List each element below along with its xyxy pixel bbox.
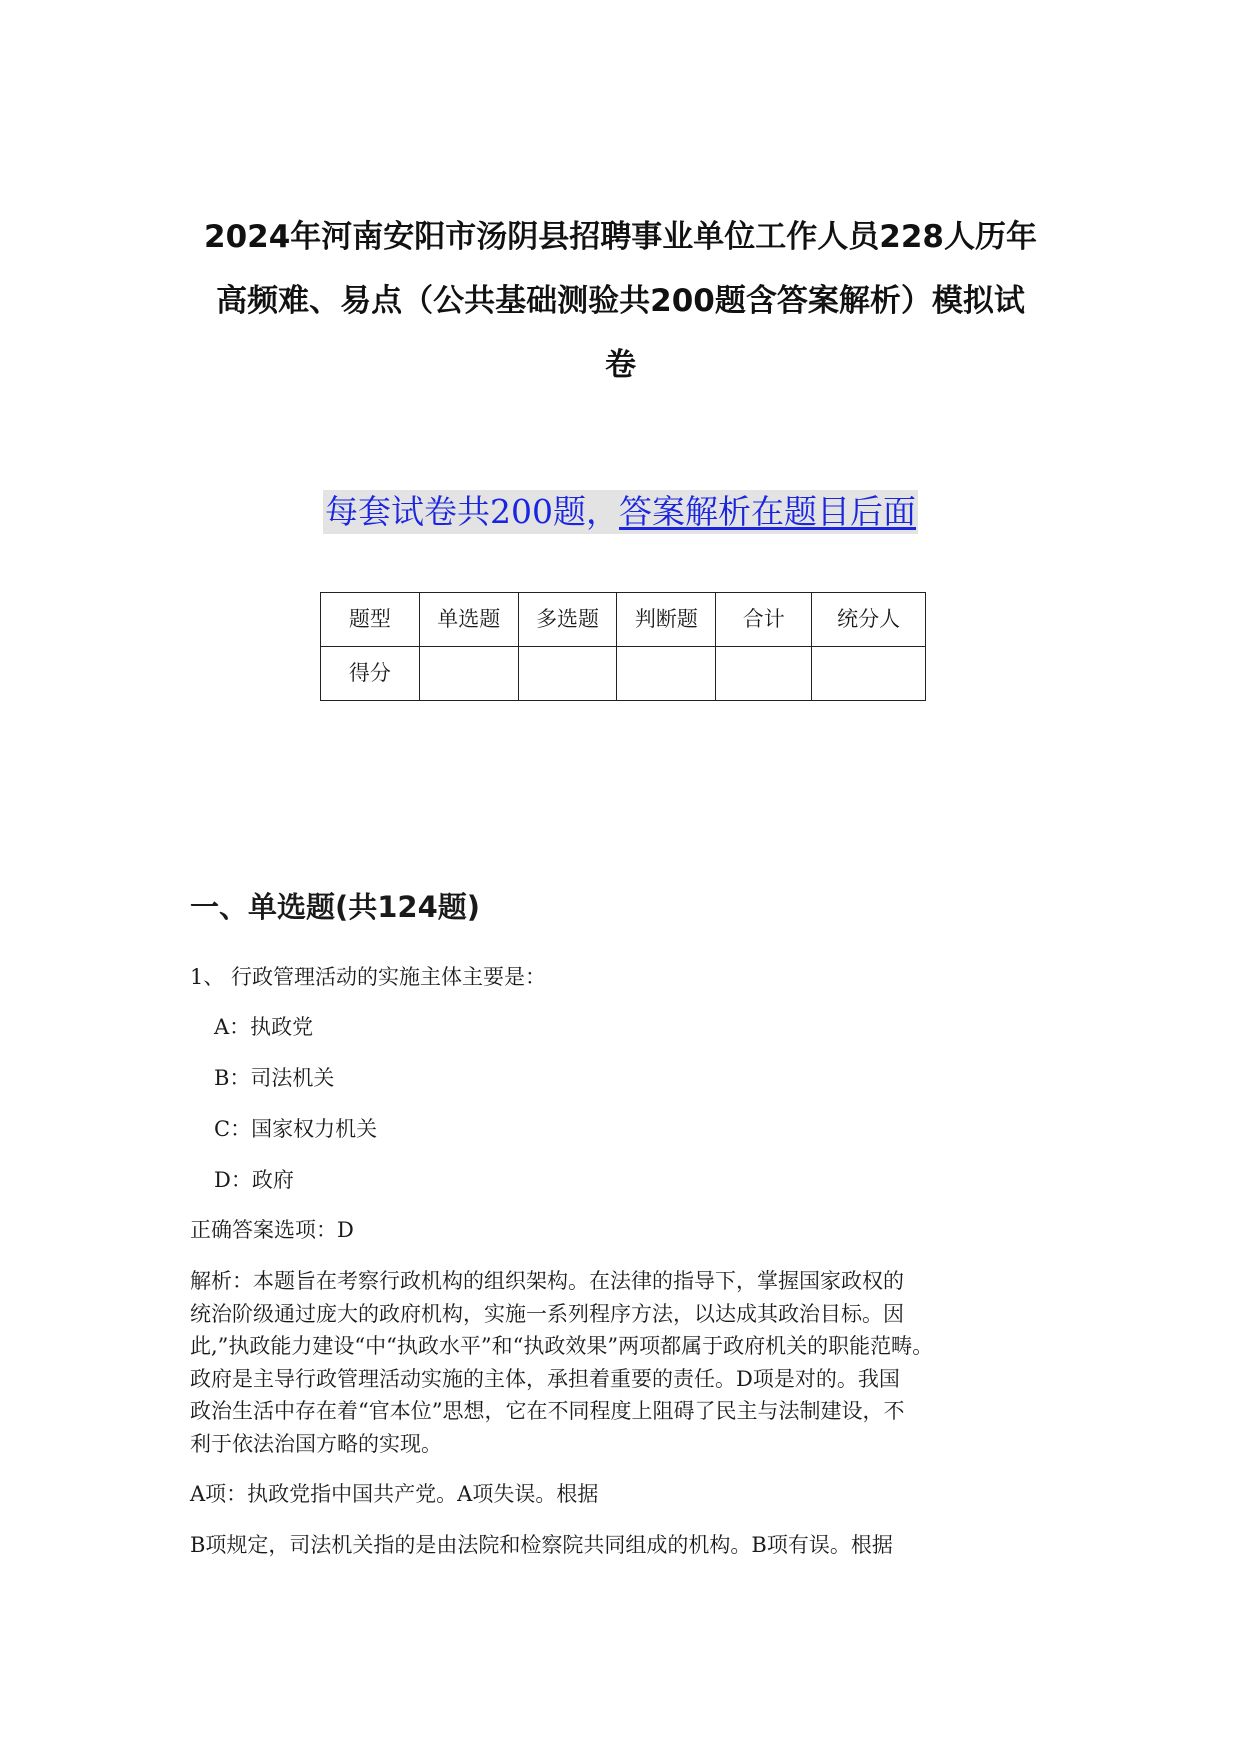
analysis-line-1: 解析：本题旨在考察行政机构的组织架构。在法律的指导下，掌握国家政权的 [190,1269,904,1293]
section-heading: 一、单选题(共124题) [190,890,481,924]
analysis-line-4: 政府是主导行政管理活动实施的主体，承担着重要的责任。D项是对的。我国 [190,1366,900,1391]
score-cell-single [419,647,518,701]
title-line-2: 高频难、易点（公共基础测验共200题含答案解析）模拟试 [216,283,1025,319]
score-table-header-row [321,593,926,647]
header-true-false: 判断题 [617,593,716,647]
title-line-3: 卷 [605,347,636,383]
header-scorer: 统分人 [812,593,926,647]
question-stem: 1、 行政管理活动的实施主体主要是： [190,965,547,989]
analysis-paragraph [190,1265,1050,1460]
score-cell-multiple [518,647,617,701]
row-label-score: 得分 [321,647,420,701]
correct-answer: 正确答案选项：D [190,1218,354,1242]
header-multiple-choice: 多选题 [518,593,617,647]
title-line-1: 2024年河南安阳市汤阴县招聘事业单位工作人员228人历年 [204,219,1037,255]
note-option-b: B项规定，司法机关指的是由法院和检察院共同组成的机构。B项有误。根据 [190,1533,893,1557]
answer-notice-banner [0,490,1241,534]
analysis-line-5: 政治生活中存在着“官本位”思想，它在不同程度上阻碍了民主与法制建设，不 [190,1399,905,1423]
option-d: D：政府 [214,1168,294,1192]
note-option-a: A项：执政党指中国共产党。A项失误。根据 [190,1482,599,1506]
analysis-line-6: 利于依法治国方略的实现。 [190,1431,442,1456]
document-title [180,205,1061,397]
header-single-choice: 单选题 [419,593,518,647]
analysis-line-3: 此,”执政能力建设“中“执政水平”和“执政效果”两项都属于政府机关的职能范畴。 [190,1334,934,1358]
banner-prefix: 每套试卷共200题， [325,492,619,531]
analysis-line-2: 统治阶级通过庞大的政府机构，实施一系列程序方法，以达成其政治目标。因 [190,1301,904,1326]
score-table-score-row [321,647,926,701]
score-table [320,592,926,701]
option-a: A：执政党 [214,1015,314,1039]
header-total: 合计 [716,593,812,647]
option-b: B：司法机关 [214,1066,335,1090]
score-cell-scorer [812,647,926,701]
score-cell-total [716,647,812,701]
answer-link[interactable]: 答案解析在题目后面 [619,492,916,531]
header-type: 题型 [321,593,420,647]
score-cell-true-false [617,647,716,701]
option-c: C：国家权力机关 [214,1117,378,1141]
banner-highlight [323,490,918,534]
